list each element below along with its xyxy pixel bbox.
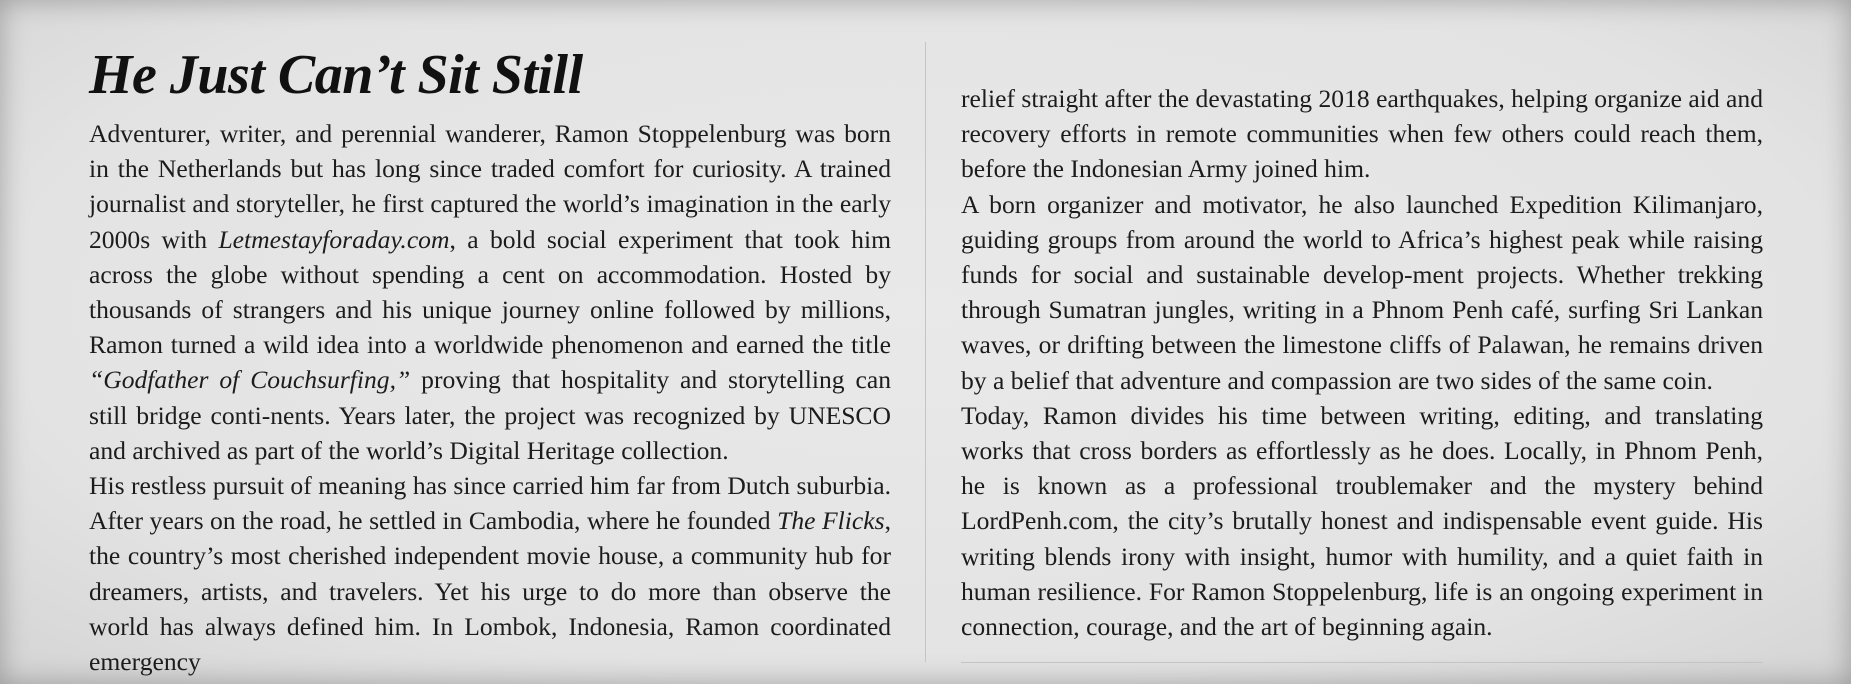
venue-name: The Flicks xyxy=(777,506,885,536)
paragraph-expedition: A born organizer and motivator, he also launched Expedition Kilimanjaro, guiding groups from around the world to Africa’s highest peak while raising funds for social and sustainable develop-ment projects. Whether trekking through Sumatran jungles, writing in a Phnom Penh café, surfing Sri Lankan waves, or drifting between the limestone cliffs of Palawan, he remains driven by a belief that adventure and compassion are two sides of the same coin. xyxy=(961,189,1763,395)
intro-text-3: proving that hospitality and storytelling can still bridge conti-nents. Years later, the project was recognized by UNESCO and archived as part of the world’s Digital Heritage collection. xyxy=(89,365,891,465)
article-title: He Just Can’t Sit Still xyxy=(89,44,583,106)
paragraph-cambodia xyxy=(89,468,891,679)
right-column xyxy=(961,81,1763,644)
paragraph-intro xyxy=(89,116,891,468)
cambodia-text-2: , the country’s most cherished independent movie house, a community hub for dreamers, artists, and travelers. Yet his urge to do more than observe the world has always defined him. In Lombok, Indonesia, Ramon coordinated emergency xyxy=(89,506,891,677)
intro-text-1: Adventurer, writer, and perennial wanderer, Ramon Stoppelenburg was born in the Netherlands but has long since traded comfort for curiosity. A trained journalist and storyteller, he first captured the world’s imagination in the early 2000s with xyxy=(89,119,891,254)
nickname-title: “Godfather of Couchsurfing,” xyxy=(89,365,411,395)
website-name: Letmestayforaday.com xyxy=(218,224,450,254)
paragraph-relief: relief straight after the devastating 2018 earthquakes, helping organize aid and recovery efforts in remote communities when few others could reach them, before the Indonesian Army joined him. xyxy=(961,84,1763,184)
cambodia-text-1: His restless pursuit of meaning has since carried him far from Dutch suburbia. After years on the road, he settled in Cambodia, where he founded xyxy=(89,471,891,536)
intro-text-2: , a bold social experiment that took him across the globe without spending a cent on accommodation. Hosted by thousands of strangers and his unique journey online followed by millions, Ramon turned a wild idea into a worldwide phenomenon and earned the title xyxy=(89,224,891,360)
left-column-text xyxy=(89,116,891,679)
column-divider xyxy=(925,42,926,662)
footer-rule xyxy=(961,662,1763,663)
paragraph-today: Today, Ramon divides his time between writing, editing, and translating works that cross borders as effortlessly as he does. Locally, in Phnom Penh, he is known as a professional troublemaker and the mystery behind LordPenh.com, the city’s brutally honest and indispensable event guide. His writing blends irony with insight, humor with humility, and a quiet faith in human resilience. For Ramon Stoppelenburg, life is an ongoing experiment in connection, courage, and the art of beginning again. xyxy=(961,400,1763,642)
